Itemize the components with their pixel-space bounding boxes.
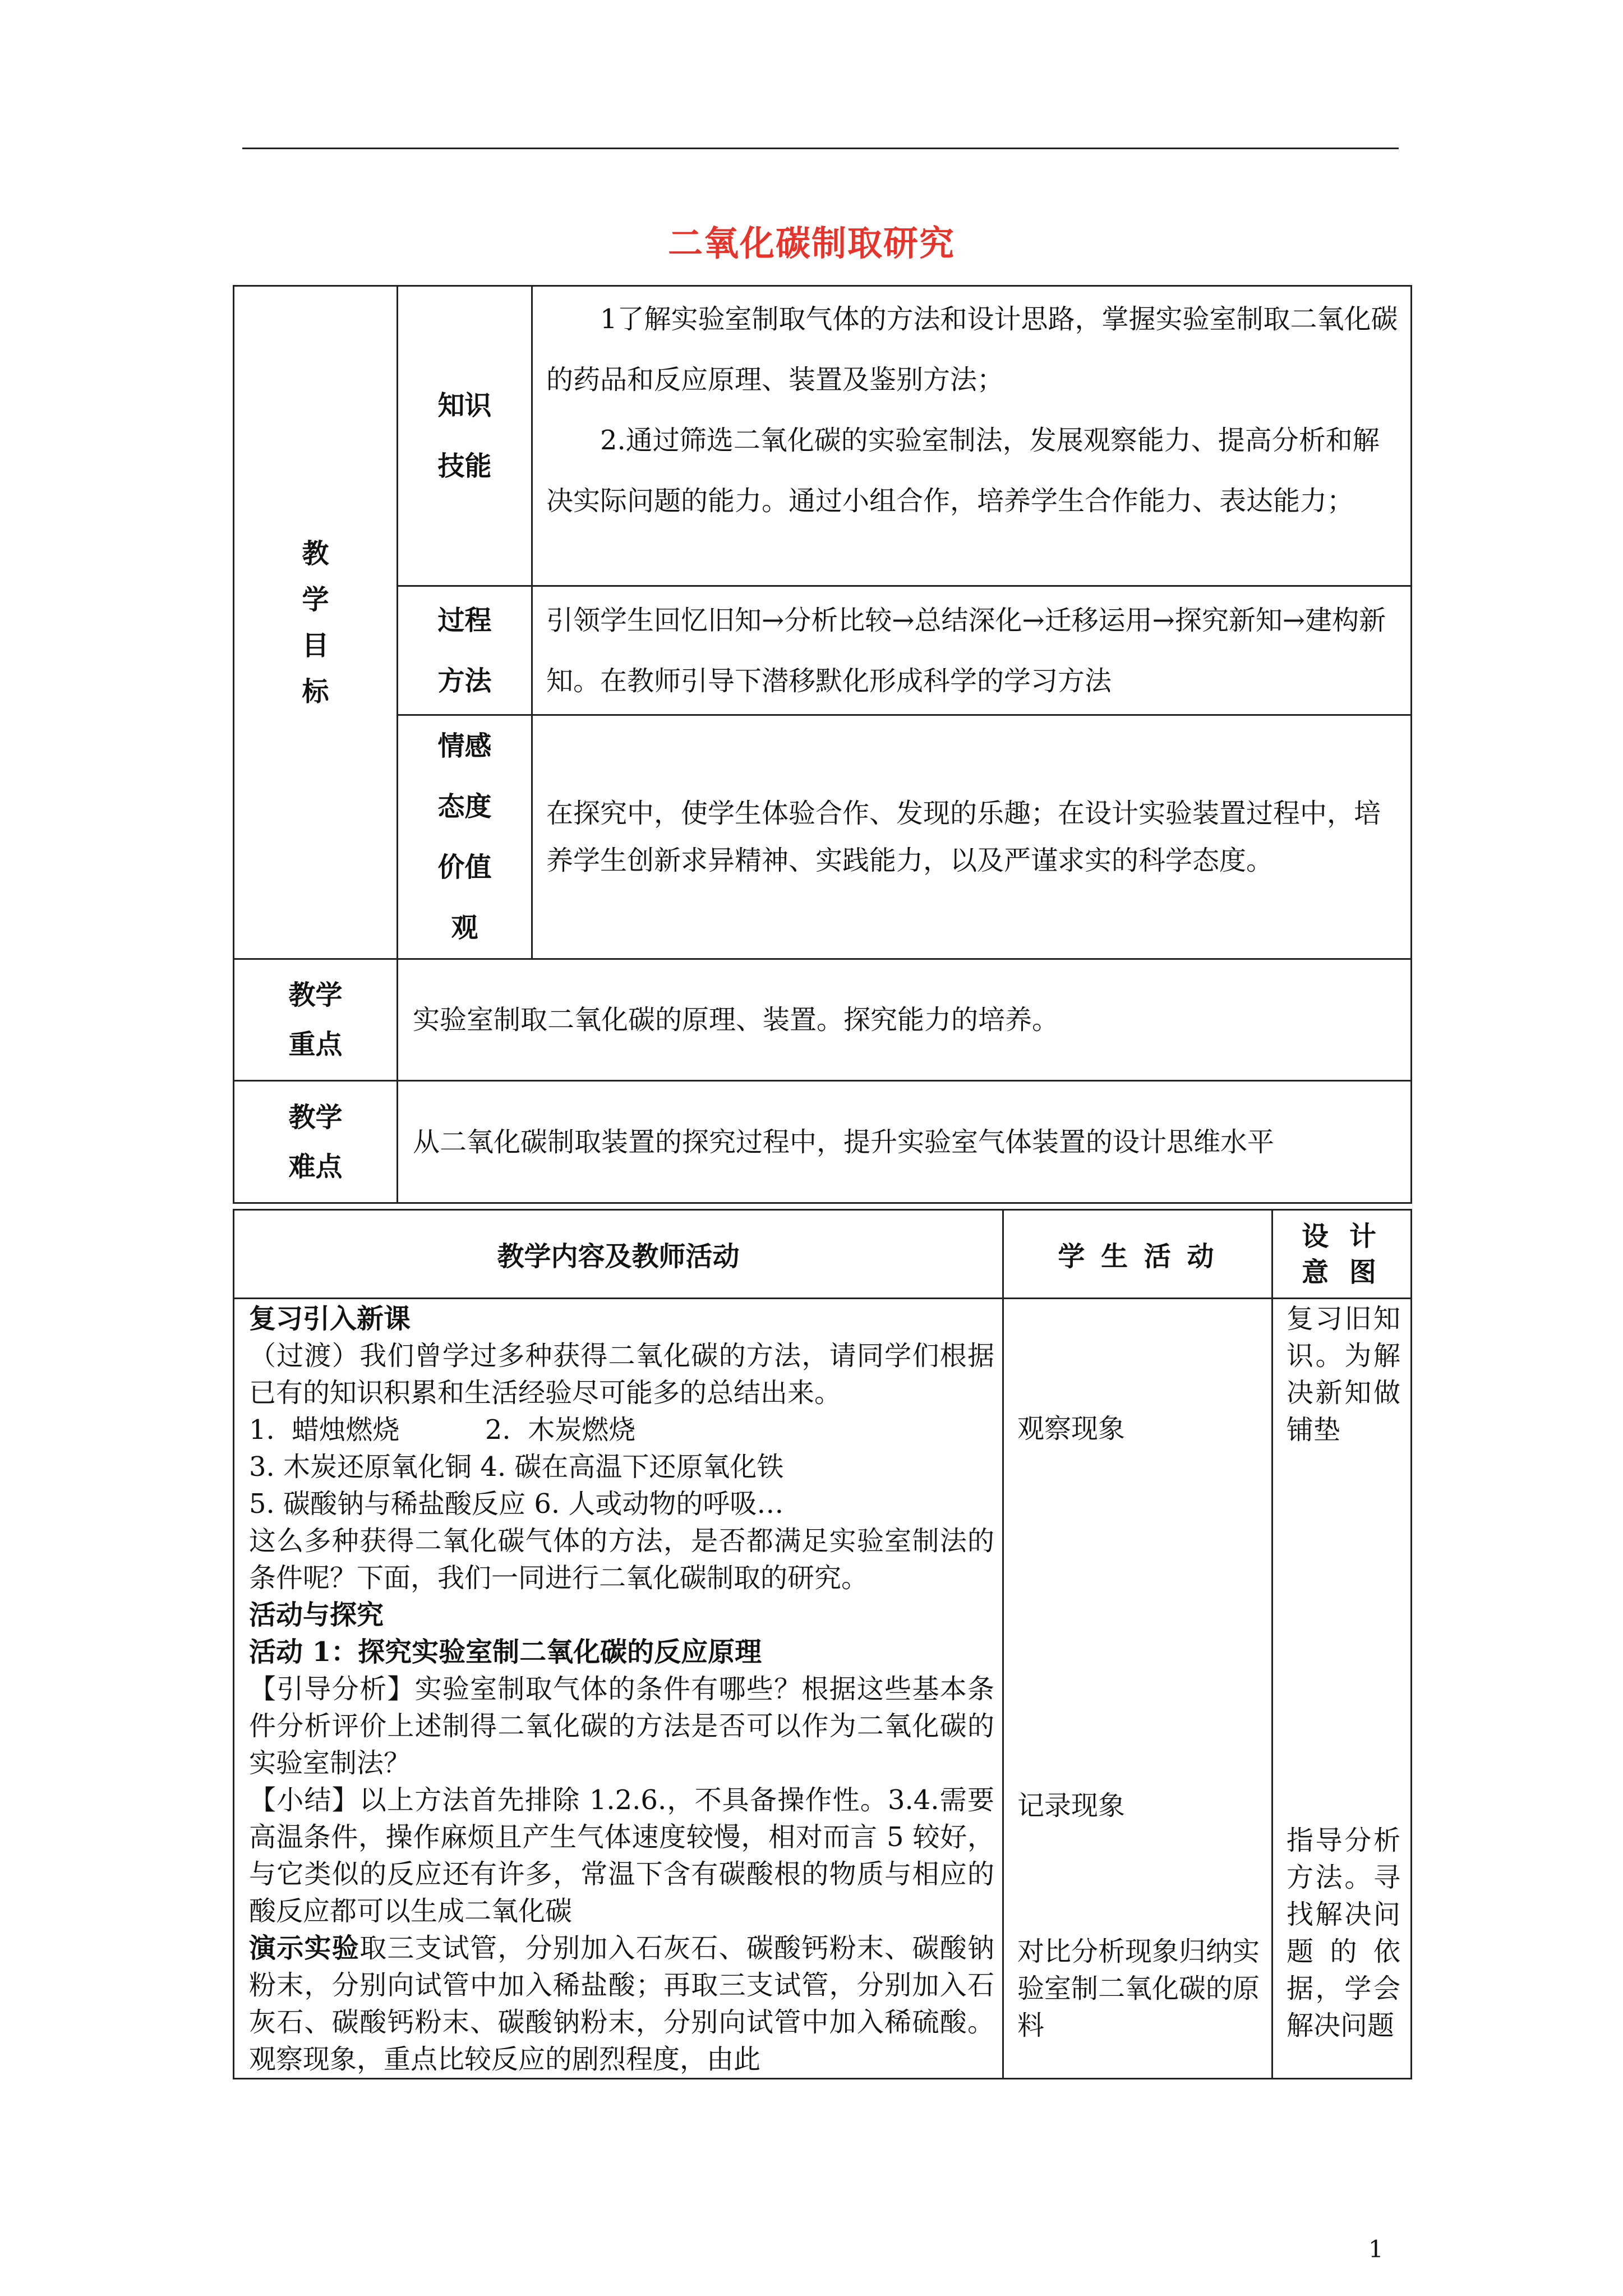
list-item: 这么多种获得二氧化碳气体的方法，是否都满足实验室制法的条件呢？下面，我们一同进行二氧化碳制取的研究。	[249, 1525, 994, 1594]
emotion-text: 在探究中，使学生体验合作、发现的乐趣；在设计实验装置过程中，培养学生创新求异精神、实践能力，以及严谨求实的科学态度。	[532, 715, 1412, 959]
key-point-label: 教学 重点	[234, 959, 398, 1081]
page-number: 1	[1368, 2235, 1384, 2263]
header-student: 学 生 活 动	[1003, 1210, 1272, 1299]
process-label: 过程 方法	[398, 586, 532, 715]
list-item: 1. 蜡烛燃烧 2. 木炭燃烧	[249, 1414, 636, 1446]
list-item: 3. 木炭还原氧化铜 4. 碳在高温下还原氧化铁	[249, 1451, 784, 1483]
student-item: 观察现象	[1017, 1413, 1126, 1444]
knowledge-text: 1了解实验室制取气体的方法和设计思路，掌握实验室制取二氧化碳的药品和反应原理、装置及鉴别方法； 2.通过筛选二氧化碳的实验室制法，发展观察能力、提高分析和解决实际问题的能力。通过小组合作，培养学生合作能力、表达能力；	[532, 286, 1412, 586]
list-item: 【小结】以上方法首先排除 1.2.6.，不具备操作性。3.4.需要高温条件，操作麻烦且产生气体速度较慢，相对而言 5 较好，与它类似的反应还有许多，常温下含有碳酸根的物质与相应的酸反应都可以生成二氧化碳	[249, 1784, 994, 1927]
difficulty-text: 从二氧化碳制取装置的探究过程中，提升实验室气体装置的设计思维水平	[398, 1081, 1412, 1203]
list-item: 活动与探究	[249, 1599, 384, 1631]
student-activities	[1003, 1299, 1272, 2079]
knowledge-label: 知识 技能	[398, 286, 532, 586]
list-item: （过渡）我们曾学过多种获得二氧化碳的方法，请同学们根据已有的知识积累和生活经验尽可能多的总结出来。	[249, 1340, 994, 1409]
list-item: 【引导分析】实验室制取气体的条件有哪些？根据这些基本条件分析评价上述制得二氧化碳的方法是否可以作为二氧化碳的实验室制法？	[249, 1673, 994, 1779]
key-point-text: 实验室制取二氧化碳的原理、装置。探究能力的培养。	[398, 959, 1412, 1081]
difficulty-label: 教学 难点	[234, 1081, 398, 1203]
emotion-label: 情感 态度 价值 观	[398, 715, 532, 959]
header-teacher: 教学内容及教师活动	[234, 1210, 1003, 1299]
list-item	[249, 1930, 994, 2078]
objectives-label: 教 学 目 标	[234, 286, 398, 959]
activity-table	[233, 1209, 1412, 2079]
design-intent	[1272, 1299, 1412, 2079]
teacher-content	[234, 1299, 1003, 2079]
design-item: 指导分析方法。寻找解决问题的依据，学会解决问题	[1287, 1825, 1400, 2041]
document-title: 二氧化碳制取研究	[667, 223, 955, 264]
student-item: 对比分析现象归纳实验室制二氧化碳的原料	[1017, 1936, 1260, 2041]
list-item: 复习引入新课	[249, 1303, 411, 1335]
student-item: 记录现象	[1017, 1790, 1126, 1821]
demo-label: 演示实验	[249, 1932, 360, 1964]
objectives-table	[233, 285, 1412, 1204]
process-text: 引领学生回忆旧知→分析比较→总结深化→迁移运用→探究新知→建构新知。在教师引导下潜移默化形成科学的学习方法	[532, 586, 1412, 715]
demo-text: 取三支试管，分别加入石灰石、碳酸钙粉末、碳酸钠粉末，分别向试管中加入稀盐酸；再取三支试管，分别加入石灰石、碳酸钙粉末、碳酸钠粉末，分别向试管中加入稀硫酸。观察现象，重点比较反应的剧烈程度，由此	[249, 1932, 994, 2075]
list-item: 活动 1：探究实验室制二氧化碳的反应原理	[249, 1636, 762, 1668]
header-design: 设 计 意 图	[1272, 1210, 1412, 1299]
list-item: 5. 碳酸钠与稀盐酸反应 6. 人或动物的呼吸…	[249, 1488, 784, 1520]
design-item: 复习旧知识。为解决新知做铺垫	[1287, 1303, 1400, 1446]
header-rule	[242, 148, 1399, 149]
